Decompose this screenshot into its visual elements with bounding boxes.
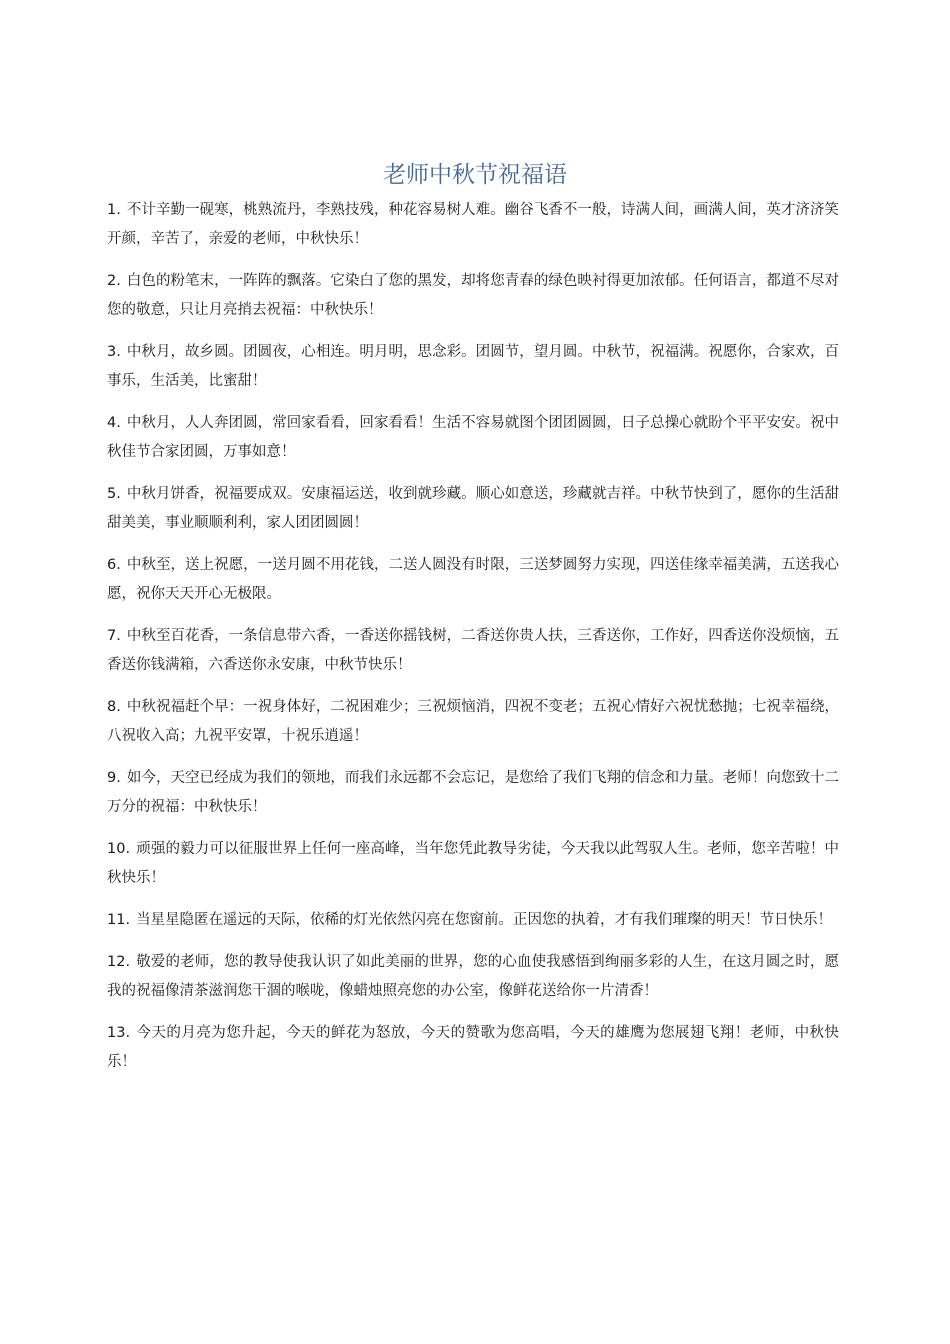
item-text: 如今，天空已经成为我们的领地，而我们永远都不会忘记，是您给了我们飞翔的信念和力量。老师！向您致十二万分的祝福：中秋快乐！	[107, 770, 839, 815]
list-item	[107, 196, 839, 254]
item-text: 中秋祝福赶个早：一祝身体好，二祝困难少；三祝烦恼消，四祝不变老；五祝心情好六祝忧愁抛；七祝幸福绕，八祝收入高；九祝平安罩，十祝乐逍遥！	[107, 699, 839, 744]
item-number: 5.	[107, 486, 121, 502]
item-number: 6.	[107, 557, 121, 573]
item-text: 顽强的毅力可以征服世界上任何一座高峰，当年您凭此教导劣徒，今天我以此驾驭人生。老师，您辛苦啦！中秋快乐！	[107, 841, 839, 886]
item-number: 1.	[107, 202, 121, 218]
item-text: 今天的月亮为您升起，今天的鲜花为怒放，今天的赞歌为您高唱，今天的雄鹰为您展翅飞翔！老师，中秋快乐！	[107, 1025, 839, 1070]
item-number: 3.	[107, 344, 121, 360]
item-text: 中秋月饼香，祝福要成双。安康福运送，收到就珍藏。顺心如意送，珍藏就吉祥。中秋节快到了，愿你的生活甜甜美美，事业顺顺利利，家人团团圆圆！	[107, 486, 839, 531]
item-text: 中秋至，送上祝愿，一送月圆不用花钱，二送人圆没有时限，三送梦圆努力实现，四送佳缘幸福美满，五送我心愿，祝你天天开心无极限。	[107, 557, 839, 602]
list-item	[107, 764, 839, 822]
item-number: 13.	[107, 1025, 131, 1041]
list-item	[107, 409, 839, 467]
list-item	[107, 1019, 839, 1077]
item-text: 中秋至百花香，一条信息带六香，一香送你摇钱树，二香送你贵人扶，三香送你，工作好，四香送你没烦恼，五香送你钱满箱，六香送你永安康，中秋节快乐！	[107, 628, 839, 673]
list-item	[107, 622, 839, 680]
document-title: 老师中秋节祝福语	[383, 162, 567, 188]
item-number: 2.	[107, 273, 121, 289]
item-number: 4.	[107, 415, 121, 431]
item-text: 敬爱的老师，您的教导使我认识了如此美丽的世界，您的心血使我感悟到绚丽多彩的人生，在这月圆之时，愿我的祝福像清茶滋润您干涸的喉咙，像蜡烛照亮您的办公室，像鲜花送给你一片清香！	[107, 954, 839, 999]
list-item	[107, 338, 839, 396]
list-item	[107, 948, 839, 1006]
item-text: 当星星隐匿在遥远的天际，依稀的灯光依然闪亮在您窗前。正因您的执着，才有我们璀璨的明天！节日快乐！	[136, 912, 833, 928]
item-number: 12.	[107, 954, 131, 970]
item-number: 7.	[107, 628, 121, 644]
list-item	[107, 267, 839, 325]
list-item	[107, 480, 839, 538]
item-number: 11.	[107, 912, 131, 928]
item-number: 8.	[107, 699, 121, 715]
item-number: 9.	[107, 770, 121, 786]
item-text: 中秋月，故乡圆。团圆夜，心相连。明月明，思念彩。团圆节，望月圆。中秋节，祝福满。祝愿你，合家欢，百事乐，生活美，比蜜甜！	[107, 344, 839, 389]
item-number: 10.	[107, 841, 131, 857]
item-text: 不计辛勤一砚寒，桃熟流丹，李熟技残，种花容易树人难。幽谷飞香不一般，诗满人间，画满人间，英才济济笑开颜，辛苦了，亲爱的老师，中秋快乐！	[107, 202, 839, 247]
item-text: 白色的粉笔末，一阵阵的飘落。它染白了您的黑发，却将您青春的绿色映衬得更加浓郁。任何语言，都道不尽对您的敬意，只让月亮捎去祝福：中秋快乐！	[107, 273, 839, 318]
list-item	[107, 906, 839, 935]
list-item	[107, 835, 839, 893]
item-text: 中秋月，人人奔团圆，常回家看看，回家看看！生活不容易就图个团团圆圆，日子总操心就盼个平平安安。祝中秋佳节合家团圆，万事如意！	[107, 415, 839, 460]
list-item	[107, 693, 839, 751]
list-item	[107, 551, 839, 609]
greeting-list	[107, 196, 839, 1090]
